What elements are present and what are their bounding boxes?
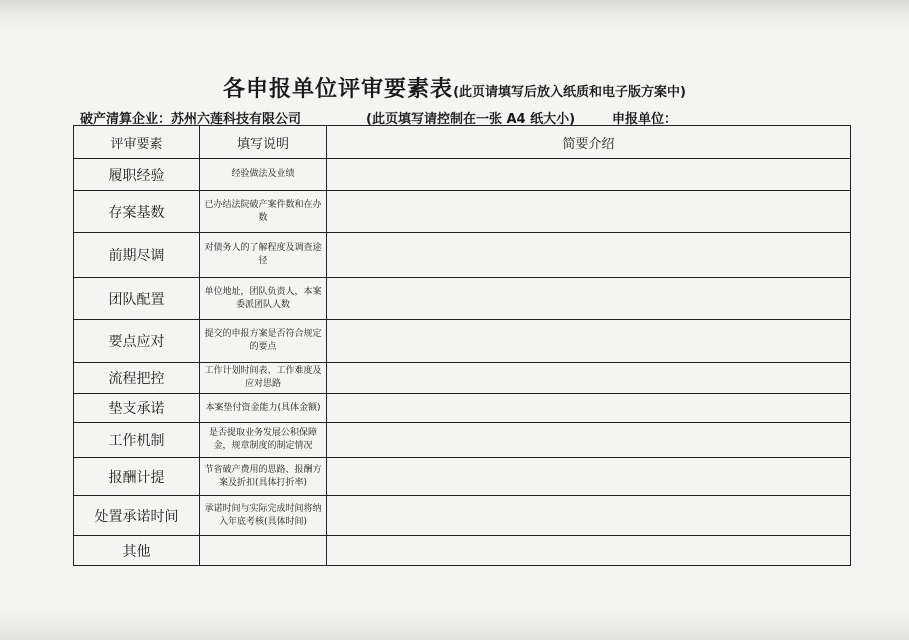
row-instruction: 对债务人的了解程度及调查途径 (200, 233, 327, 278)
page-title (0, 72, 909, 103)
row-element: 流程把控 (74, 363, 200, 394)
row-instruction: 经验做法及业绩 (200, 159, 327, 191)
table-header-row (74, 126, 851, 159)
row-content-cell[interactable] (327, 233, 851, 278)
row-element: 要点应对 (74, 320, 200, 363)
header-content: 简要介绍 (327, 126, 851, 159)
title-main: 各申报单位评审要素表 (223, 77, 454, 102)
row-instruction: 已办结法院破产案件数和在办数 (200, 191, 327, 233)
row-element: 工作机制 (74, 423, 200, 458)
title-sub: (此页请填写后放入纸质和电子版方案中) (453, 85, 686, 100)
applicant-label: 申报单位： (612, 112, 678, 127)
enterprise-label: 破产清算企业：苏州六莲科技有限公司 (80, 112, 302, 127)
table-row (74, 278, 851, 320)
scan-shadow-bottom (0, 610, 909, 640)
table-row (74, 320, 851, 363)
row-content-cell[interactable] (327, 458, 851, 496)
header-instruction: 填写说明 (200, 126, 327, 159)
row-content-cell[interactable] (327, 363, 851, 394)
row-instruction: 是否提取业务发展公积保障金，规章制度的制定情况 (200, 423, 327, 458)
table-row (74, 394, 851, 423)
table-row (74, 458, 851, 496)
row-element: 处置承诺时间 (74, 496, 200, 536)
row-element: 履职经验 (74, 159, 200, 191)
row-instruction: 本案垫付资金能力(具体金额) (200, 394, 327, 423)
row-content-cell[interactable] (327, 394, 851, 423)
row-content-cell[interactable] (327, 536, 851, 566)
row-content-cell[interactable] (327, 496, 851, 536)
size-note: (此页填写请控制在一张 A4 纸大小) (366, 112, 576, 127)
row-instruction: 承诺时间与实际完成时间将纳入年底考核(具体时间) (200, 496, 327, 536)
row-content-cell[interactable] (327, 423, 851, 458)
row-element: 存案基数 (74, 191, 200, 233)
review-table (73, 125, 851, 566)
row-instruction: 节省破产费用的思路、报酬方案及折扣(具体打折率) (200, 458, 327, 496)
table-row (74, 363, 851, 394)
row-content-cell[interactable] (327, 159, 851, 191)
row-instruction: 工作计划时间表、工作难度及应对思路 (200, 363, 327, 394)
row-element: 其他 (74, 536, 200, 566)
row-element: 前期尽调 (74, 233, 200, 278)
table-row (74, 496, 851, 536)
row-element: 团队配置 (74, 278, 200, 320)
table-row (74, 191, 851, 233)
row-instruction: 单位地址，团队负责人，本案委派团队人数 (200, 278, 327, 320)
row-element: 报酬计提 (74, 458, 200, 496)
row-element: 垫支承诺 (74, 394, 200, 423)
table-row (74, 423, 851, 458)
table-row (74, 233, 851, 278)
table-row (74, 159, 851, 191)
row-instruction: 提交的申报方案是否符合规定的要点 (200, 320, 327, 363)
table-row (74, 536, 851, 566)
scan-shadow-top (0, 0, 909, 36)
row-content-cell[interactable] (327, 278, 851, 320)
header-element: 评审要素 (74, 126, 200, 159)
row-instruction (200, 536, 327, 566)
row-content-cell[interactable] (327, 191, 851, 233)
row-content-cell[interactable] (327, 320, 851, 363)
